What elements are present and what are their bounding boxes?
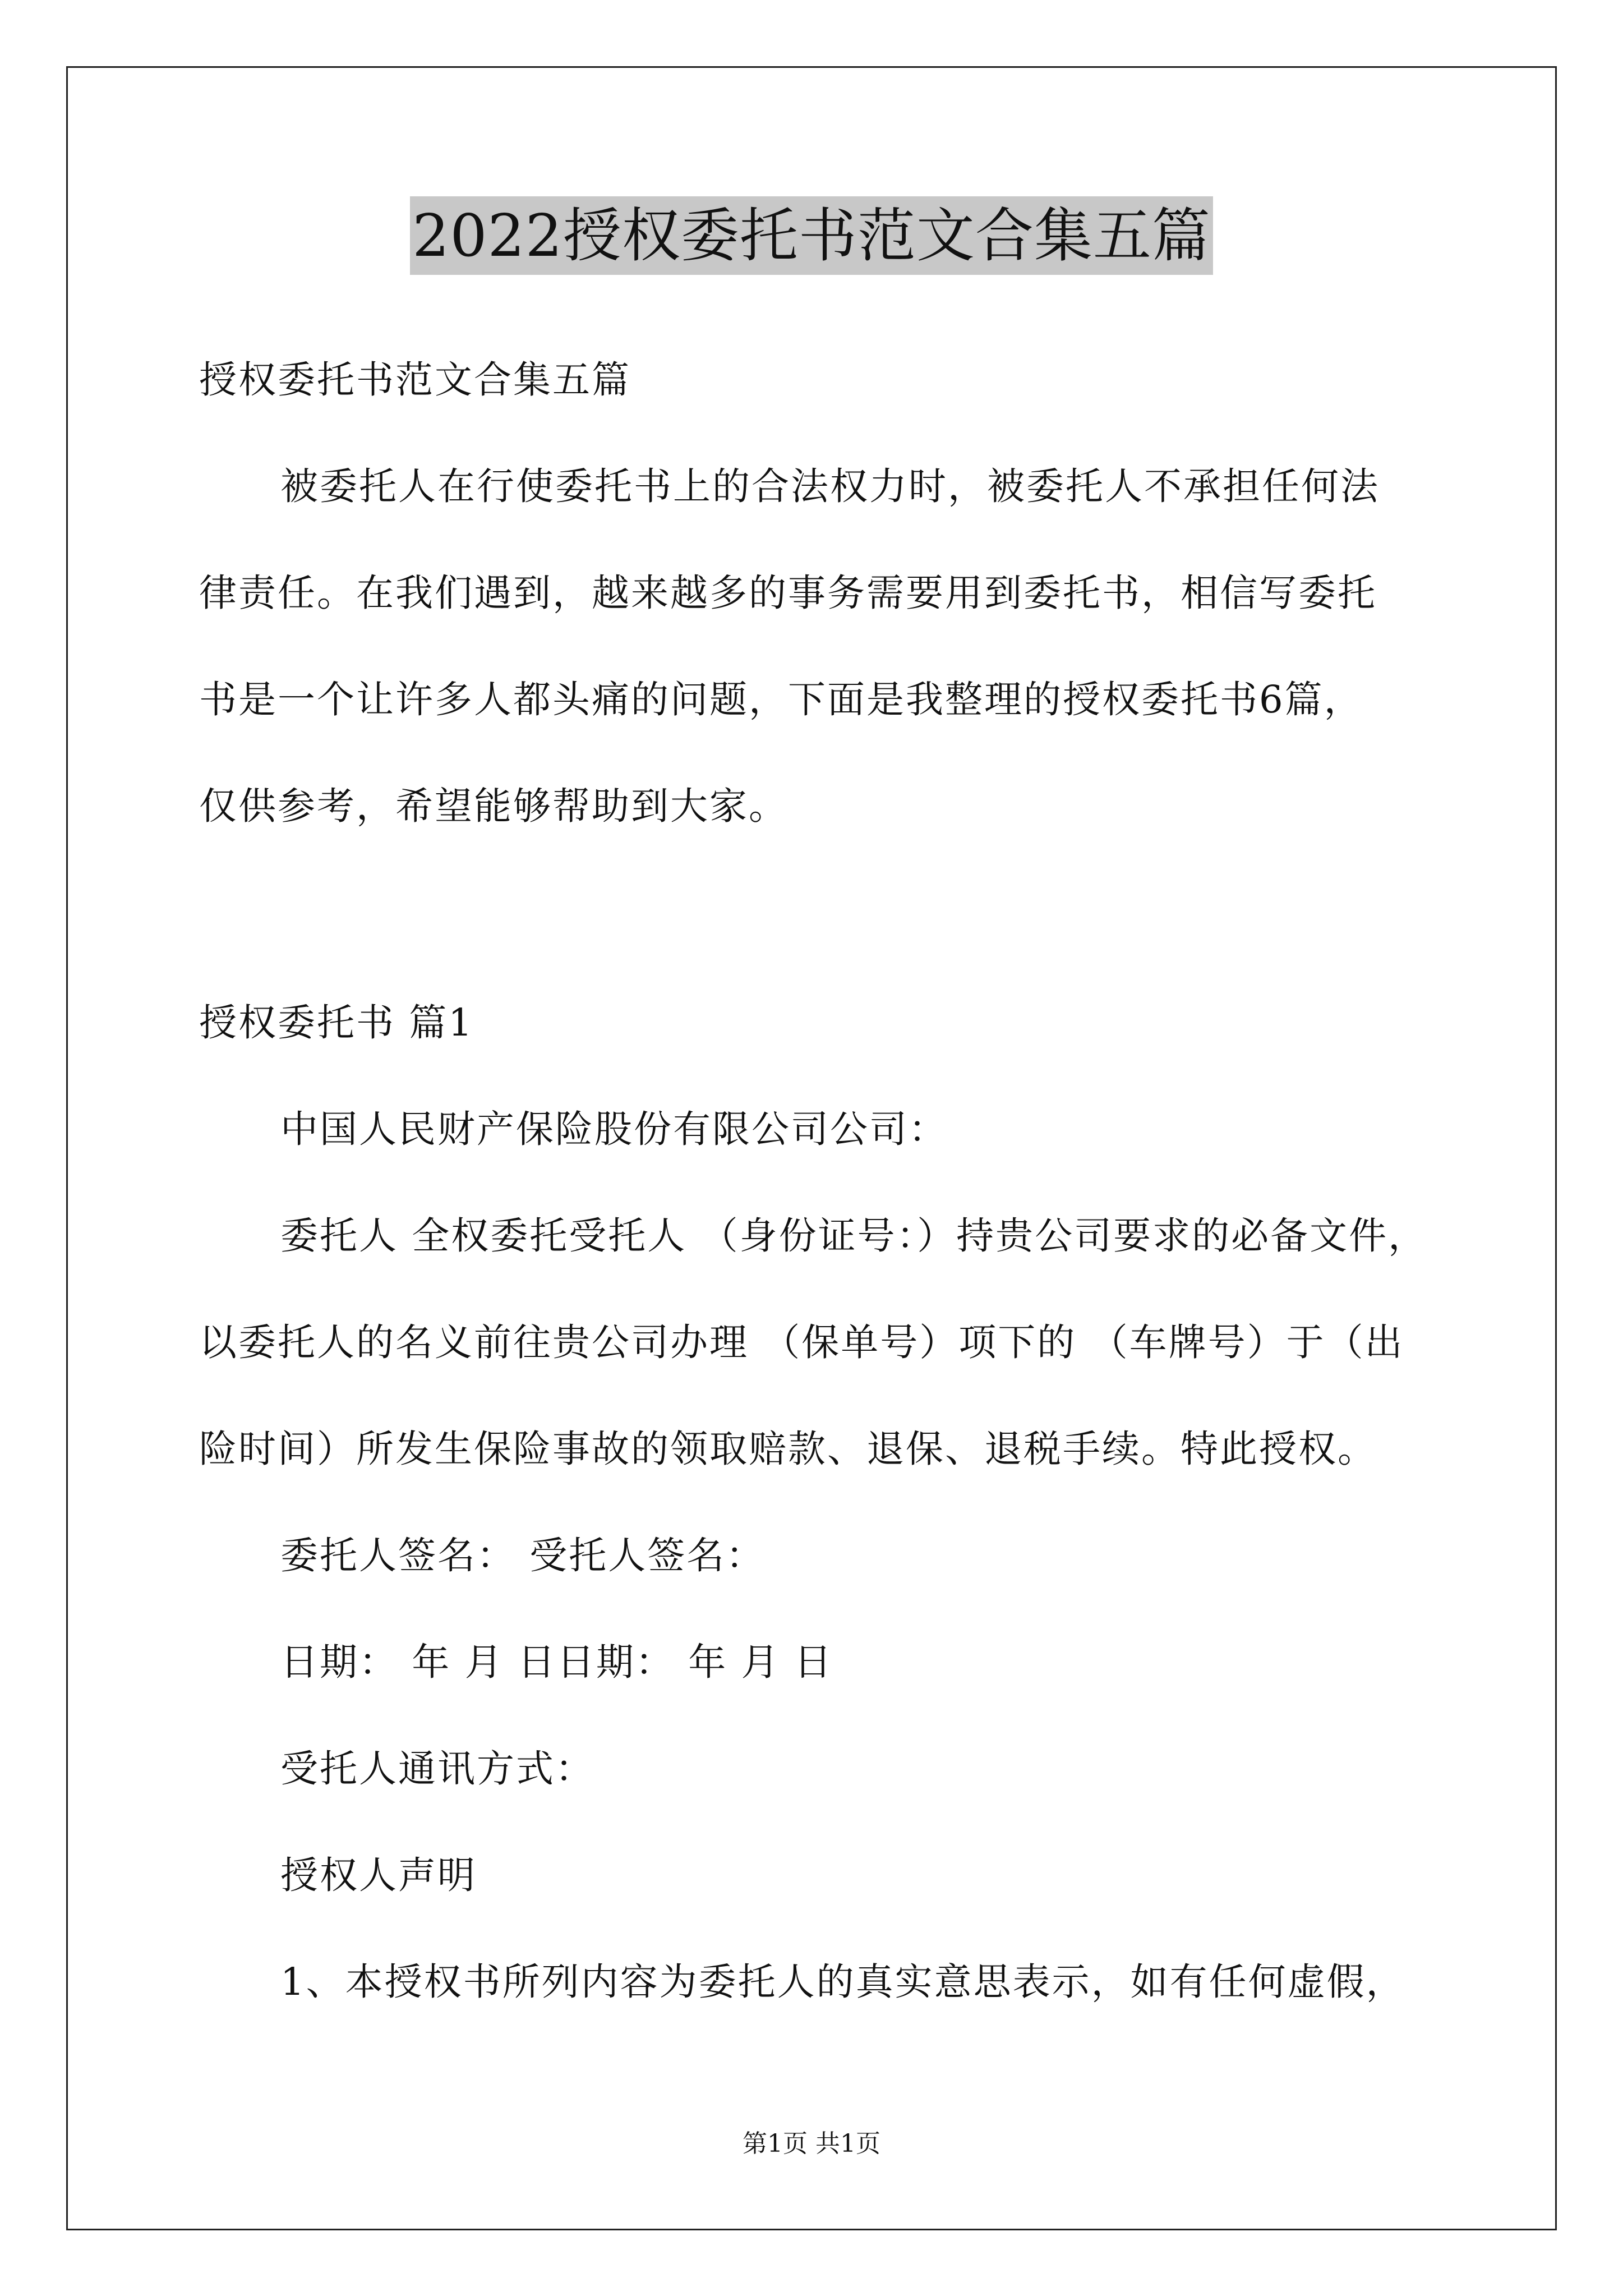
declaration-heading: 授权人声明 (280, 1853, 477, 1897)
contact-line: 受托人通讯方式： (280, 1747, 594, 1791)
date-line: 日期： 年 月 日日期： 年 月 日 (280, 1640, 833, 1684)
section-heading: 授权委托书 篇1 (199, 1001, 474, 1045)
paragraph-line: 律责任。在我们遇到，越来越多的事务需要用到委托书，相信写委托 (199, 571, 1377, 615)
page-footer: 第1页 共1页 (743, 2129, 880, 2158)
paragraph-line: 以委托人的名义前往贵公司办理 （保单号）项下的 （车牌号）于（出 (199, 1320, 1404, 1364)
paragraph-line: 书是一个让许多人都头痛的问题，下面是我整理的授权委托书6篇， (199, 678, 1363, 721)
paragraph-line: 委托人 全权委托受托人 （身份证号：）持贵公司要求的必备文件， (280, 1214, 1428, 1258)
signature-line: 委托人签名： 受托人签名： (280, 1534, 766, 1577)
paragraph-line: 险时间）所发生保险事故的领取赔款、退保、退税手续。特此授权。 (199, 1427, 1377, 1471)
paragraph-line: 1、本授权书所列内容为委托人的真实意思表示，如有任何虚假， (280, 1960, 1405, 2004)
subtitle-line: 授权委托书范文合集五篇 (199, 358, 631, 402)
paragraph-line: 仅供参考，希望能够帮助到大家。 (199, 784, 788, 828)
title-wrapper (0, 196, 1623, 275)
document-title: 2022授权委托书范文合集五篇 (410, 196, 1213, 275)
paragraph-line: 中国人民财产保险股份有限公司公司： (280, 1107, 948, 1151)
paragraph-line: 被委托人在行使委托书上的合法权力时，被委托人不承担任何法 (280, 464, 1380, 508)
